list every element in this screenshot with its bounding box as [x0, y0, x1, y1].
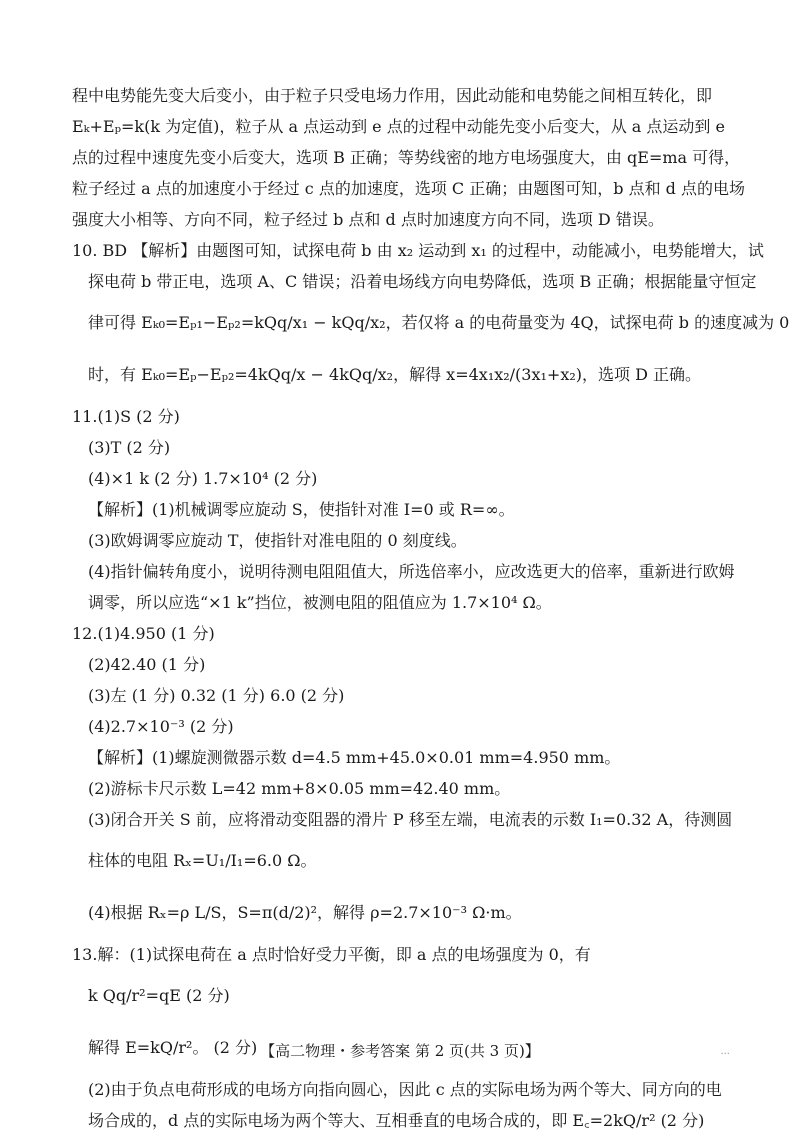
q13-solution: 场合成的，d 点的实际电场为两个等大、互相垂直的电场合成的，即 E꜀=2kQ/r² (2 分)	[88, 1111, 705, 1130]
q13-equation-line: k Qq/r²=qE (2 分)	[88, 986, 230, 1005]
q10-line: 探电荷 b 带正电，选项 A、C 错误；沿着电场线方向电势降低，选项 B 正确；根据能量守恒定	[88, 272, 757, 291]
q11-answer: (3)T (2 分)	[88, 438, 171, 457]
page-footer: 【高二物理・参考答案 第 2 页(共 3 页)】	[260, 1042, 540, 1060]
text-line: 点的过程中速度先变小后变大，选项 B 正确；等势线密的地方电场强度大，由 qE=ma 可得，	[72, 148, 741, 167]
q12-answer: 12.(1)4.950 (1 分)	[72, 624, 215, 643]
q10-equation-line: 时，有 Eₖ₀=Eₚ−Eₚ₂=4kQq/x − 4kQq/x₂，解得 x=4x₁x₂/(3x₁+x₂)，选项 D 正确。	[88, 365, 702, 384]
q12-equation-line: (4)根据 Rₓ=ρ L/S，S=π(d/2)²，解得 ρ=2.7×10⁻³ Ω·m。	[88, 903, 522, 922]
q11-explanation: (3)欧姆调零应旋动 T，使指针对准电阻的 0 刻度线。	[88, 531, 467, 550]
q12-answer: (3)左 (1 分) 0.32 (1 分) 6.0 (2 分)	[88, 686, 345, 705]
q12-explanation: (3)闭合开关 S 前，应将滑动变阻器的滑片 P 移至左端，电流表的示数 I₁=0.32 A，待测圆	[88, 810, 733, 829]
q11-answer: (4)×1 k (2 分) 1.7×10⁴ (2 分)	[88, 469, 318, 488]
q12-equation-line: 柱体的电阻 Rₓ=U₁/I₁=6.0 Ω。	[88, 851, 317, 870]
q11-explanation: (4)指针偏转角度小，说明待测电阻阻值大，所选倍率小，应改选更大的倍率，重新进行欧姆	[88, 562, 735, 581]
q12-answer: (2)42.40 (1 分)	[88, 655, 206, 674]
q11-explanation: 【解析】(1)机械调零应旋动 S，使指针对准 I=0 或 R=∞。	[88, 500, 515, 519]
q12-explanation: 【解析】(1)螺旋测微器示数 d=4.5 mm+45.0×0.01 mm=4.950 mm。	[88, 748, 621, 767]
q13-solution: 13.解：(1)试探电荷在 a 点时恰好受力平衡，即 a 点的电场强度为 0，有	[72, 945, 591, 964]
q11-answer: 11.(1)S (2 分)	[72, 407, 180, 426]
text-line: Eₖ+Eₚ=k(k 为定值)，粒子从 a 点运动到 e 点的过程中动能先变小后变大，从 a 点运动到 e	[72, 117, 725, 136]
q12-answer: (4)2.7×10⁻³ (2 分)	[88, 717, 234, 736]
q12-explanation: (2)游标卡尺示数 L=42 mm+8×0.05 mm=42.40 mm。	[88, 779, 511, 798]
q11-explanation: 调零，所以应选“×1 k”挡位，被测电阻的阻值应为 1.7×10⁴ Ω。	[88, 593, 552, 612]
q13-solution: (2)由于负点电荷形成的电场方向指向圆心，因此 c 点的实际电场为两个等大、同方向的电	[88, 1080, 722, 1099]
q13-equation-line: 解得 E=kQ/r²。 (2 分)	[88, 1038, 258, 1057]
text-line: 程中电势能先变大后变小，由于粒子只受电场力作用，因此动能和电势能之间相互转化，即	[72, 86, 713, 105]
text-line: 强度大小相等、方向不同，粒子经过 b 点和 d 点时加速度方向不同，选项 D 错误。	[72, 210, 664, 229]
text-line: 粒子经过 a 点的加速度小于经过 c 点的加速度，选项 C 正确；由题图可知，b 点和 d 点的电场	[72, 179, 746, 198]
answer-page	[72, 80, 790, 1136]
q10-line: 10. BD 【解析】由题图可知，试探电荷 b 由 x₂ 运动到 x₁ 的过程中，动能减小，电势能增大，试	[72, 241, 764, 260]
q10-equation-line: 律可得 Eₖ₀=Eₚ₁−Eₚ₂=kQq/x₁ − kQq/x₂，若仅将 a 的电荷量变为 4Q，试探电荷 b 的速度减为 0	[88, 313, 790, 332]
corner-mark: ...	[720, 1046, 730, 1057]
